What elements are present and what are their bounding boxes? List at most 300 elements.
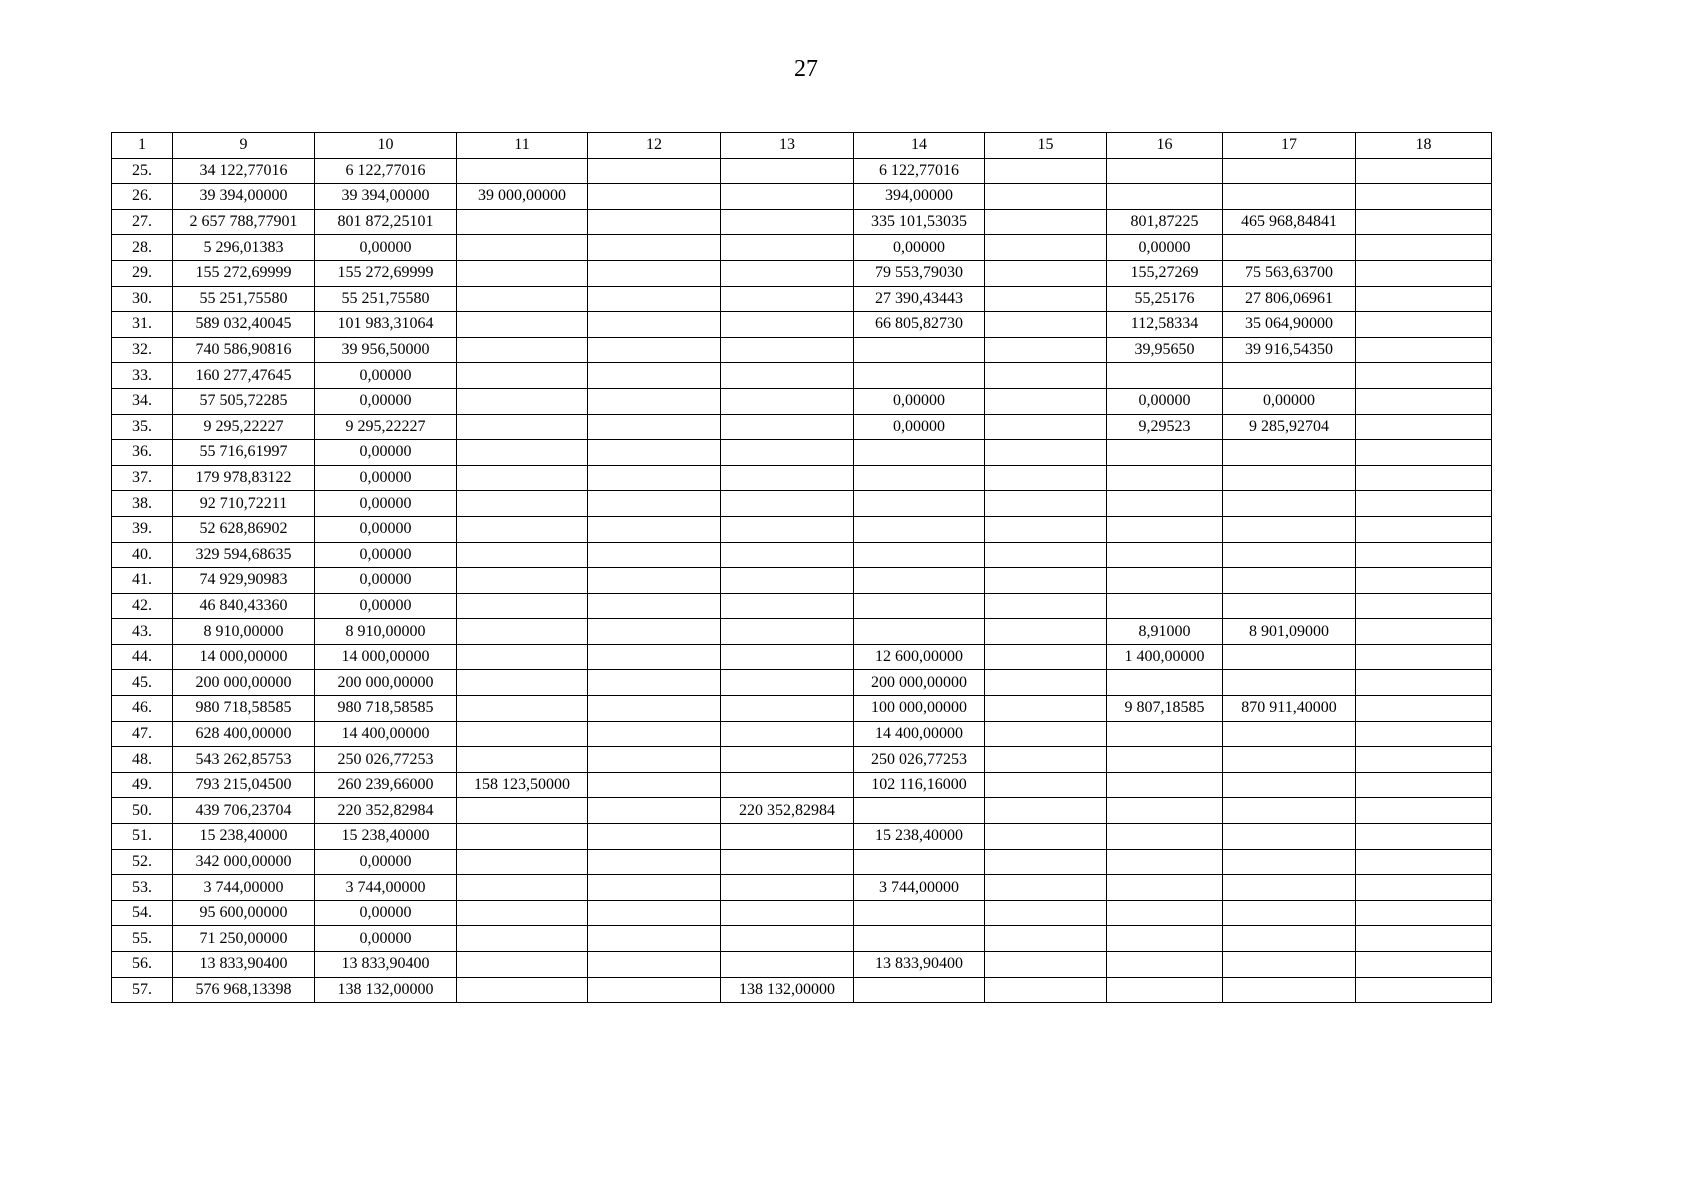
table-cell: 439 706,23704 <box>173 798 315 824</box>
table-cell: 628 400,00000 <box>173 721 315 747</box>
table-cell: 15 238,40000 <box>315 824 457 850</box>
table-cell: 66 805,82730 <box>854 312 985 338</box>
column-header: 17 <box>1223 133 1356 159</box>
table-cell <box>985 721 1107 747</box>
table-cell <box>588 568 721 594</box>
table-cell <box>588 388 721 414</box>
table-row <box>112 824 1492 850</box>
table-cell <box>721 516 854 542</box>
table-cell <box>588 286 721 312</box>
table-cell: 55 251,75580 <box>173 286 315 312</box>
row-number-cell: 33. <box>112 363 173 389</box>
table-cell <box>1223 516 1356 542</box>
table-cell: 329 594,68635 <box>173 542 315 568</box>
table-cell: 0,00000 <box>315 465 457 491</box>
table-cell <box>1107 798 1223 824</box>
table-row <box>112 670 1492 696</box>
row-number-cell: 38. <box>112 491 173 517</box>
table-cell <box>985 875 1107 901</box>
table-cell <box>457 926 588 952</box>
table-cell <box>985 312 1107 338</box>
table-cell: 79 553,79030 <box>854 260 985 286</box>
table-cell <box>457 440 588 466</box>
row-number-cell: 49. <box>112 772 173 798</box>
row-number-cell: 30. <box>112 286 173 312</box>
table-cell <box>985 286 1107 312</box>
table-row <box>112 286 1492 312</box>
table-cell <box>985 798 1107 824</box>
table-cell: 870 911,40000 <box>1223 696 1356 722</box>
row-number-cell: 54. <box>112 900 173 926</box>
table-cell <box>721 568 854 594</box>
table-cell <box>1107 952 1223 978</box>
table-cell <box>985 491 1107 517</box>
row-number-cell: 27. <box>112 209 173 235</box>
table-row <box>112 593 1492 619</box>
row-number-cell: 56. <box>112 952 173 978</box>
table-cell <box>1223 926 1356 952</box>
table-cell <box>985 388 1107 414</box>
table-cell: 200 000,00000 <box>854 670 985 696</box>
table-cell <box>854 363 985 389</box>
table-cell <box>721 644 854 670</box>
table-cell: 15 238,40000 <box>854 824 985 850</box>
table-cell <box>985 260 1107 286</box>
table-cell <box>721 593 854 619</box>
table-cell <box>985 849 1107 875</box>
table-row <box>112 849 1492 875</box>
table-cell: 0,00000 <box>315 491 457 517</box>
table-cell <box>1107 363 1223 389</box>
table-cell: 55,25176 <box>1107 286 1223 312</box>
table-cell <box>1223 747 1356 773</box>
table-cell <box>457 696 588 722</box>
table-cell <box>1223 875 1356 901</box>
table-cell <box>1107 670 1223 696</box>
table-cell <box>1356 824 1492 850</box>
table-cell: 0,00000 <box>315 516 457 542</box>
table-cell: 39 394,00000 <box>315 184 457 210</box>
row-number-cell: 26. <box>112 184 173 210</box>
column-header: 11 <box>457 133 588 159</box>
table-cell: 0,00000 <box>854 235 985 261</box>
table-cell <box>457 465 588 491</box>
table-cell <box>721 900 854 926</box>
table-cell <box>1356 696 1492 722</box>
table-cell: 801,87225 <box>1107 209 1223 235</box>
table-cell <box>854 593 985 619</box>
table-cell <box>1107 977 1223 1003</box>
table-cell <box>457 593 588 619</box>
table-cell <box>985 414 1107 440</box>
table-cell <box>985 440 1107 466</box>
table-cell <box>1356 926 1492 952</box>
column-header: 14 <box>854 133 985 159</box>
table-cell: 27 390,43443 <box>854 286 985 312</box>
row-number-cell: 36. <box>112 440 173 466</box>
table-cell: 15 238,40000 <box>173 824 315 850</box>
table-cell <box>1107 542 1223 568</box>
table-cell <box>721 696 854 722</box>
table-cell <box>588 516 721 542</box>
table-cell: 250 026,77253 <box>315 747 457 773</box>
table-cell <box>854 619 985 645</box>
table-cell: 101 983,31064 <box>315 312 457 338</box>
table-cell <box>721 747 854 773</box>
table-cell <box>985 363 1107 389</box>
row-number-cell: 46. <box>112 696 173 722</box>
table-row <box>112 184 1492 210</box>
table-cell: 0,00000 <box>315 926 457 952</box>
table-cell <box>588 363 721 389</box>
table-row <box>112 798 1492 824</box>
table-cell <box>1356 286 1492 312</box>
table-cell: 3 744,00000 <box>173 875 315 901</box>
table-cell: 13 833,90400 <box>315 952 457 978</box>
table-cell: 75 563,63700 <box>1223 260 1356 286</box>
table-cell: 3 744,00000 <box>315 875 457 901</box>
table-cell: 160 277,47645 <box>173 363 315 389</box>
table-cell <box>1356 952 1492 978</box>
column-header: 12 <box>588 133 721 159</box>
row-number-cell: 48. <box>112 747 173 773</box>
table-cell <box>1356 260 1492 286</box>
table-cell <box>854 465 985 491</box>
table-cell <box>721 363 854 389</box>
table-cell <box>985 900 1107 926</box>
table-cell: 8 910,00000 <box>315 619 457 645</box>
table-row <box>112 414 1492 440</box>
table-cell: 13 833,90400 <box>173 952 315 978</box>
table-cell <box>721 414 854 440</box>
table-cell <box>457 388 588 414</box>
row-number-cell: 52. <box>112 849 173 875</box>
table-cell <box>1223 977 1356 1003</box>
table-cell <box>985 209 1107 235</box>
table-cell <box>1356 747 1492 773</box>
table-row <box>112 209 1492 235</box>
table-cell: 576 968,13398 <box>173 977 315 1003</box>
table-cell: 55 716,61997 <box>173 440 315 466</box>
table-cell <box>721 670 854 696</box>
table-cell <box>588 644 721 670</box>
table-cell <box>1356 644 1492 670</box>
table-cell: 39 956,50000 <box>315 337 457 363</box>
table-cell <box>1107 772 1223 798</box>
table-cell <box>1356 593 1492 619</box>
table-cell <box>854 900 985 926</box>
table-cell <box>721 312 854 338</box>
table-cell <box>854 337 985 363</box>
row-number-cell: 40. <box>112 542 173 568</box>
row-number-cell: 50. <box>112 798 173 824</box>
row-number-cell: 57. <box>112 977 173 1003</box>
table-cell <box>457 798 588 824</box>
table-cell <box>721 235 854 261</box>
table-row <box>112 491 1492 517</box>
table-cell: 260 239,66000 <box>315 772 457 798</box>
table-cell <box>588 952 721 978</box>
table-header-row <box>112 133 1492 159</box>
table-cell <box>1223 798 1356 824</box>
table-cell <box>1223 491 1356 517</box>
table-cell: 0,00000 <box>1223 388 1356 414</box>
table-row <box>112 721 1492 747</box>
table-cell <box>1223 849 1356 875</box>
table-cell: 9 285,92704 <box>1223 414 1356 440</box>
row-number-cell: 34. <box>112 388 173 414</box>
table-cell: 0,00000 <box>1107 235 1223 261</box>
table-cell <box>457 952 588 978</box>
table-cell <box>1223 184 1356 210</box>
table-cell <box>721 440 854 466</box>
table-row <box>112 158 1492 184</box>
table-cell <box>854 849 985 875</box>
table-cell: 9 295,22227 <box>173 414 315 440</box>
table-cell <box>1356 440 1492 466</box>
row-number-cell: 41. <box>112 568 173 594</box>
table-row <box>112 516 1492 542</box>
table-cell <box>721 952 854 978</box>
table-row <box>112 747 1492 773</box>
table-cell: 92 710,72211 <box>173 491 315 517</box>
table-cell: 39 916,54350 <box>1223 337 1356 363</box>
table-cell: 138 132,00000 <box>315 977 457 1003</box>
table-cell <box>457 337 588 363</box>
table-cell <box>1356 721 1492 747</box>
row-number-cell: 45. <box>112 670 173 696</box>
row-number-cell: 51. <box>112 824 173 850</box>
table-cell: 0,00000 <box>315 388 457 414</box>
table-cell <box>588 875 721 901</box>
table-cell <box>1356 337 1492 363</box>
row-number-cell: 53. <box>112 875 173 901</box>
table-cell <box>588 337 721 363</box>
table-row <box>112 542 1492 568</box>
table-cell <box>1107 875 1223 901</box>
table-cell <box>985 593 1107 619</box>
table-cell: 39 000,00000 <box>457 184 588 210</box>
table-cell <box>1356 184 1492 210</box>
table-cell <box>721 772 854 798</box>
table-cell: 52 628,86902 <box>173 516 315 542</box>
table-cell <box>854 491 985 517</box>
table-cell: 0,00000 <box>315 849 457 875</box>
table-cell: 0,00000 <box>315 235 457 261</box>
table-row <box>112 388 1492 414</box>
table-cell: 35 064,90000 <box>1223 312 1356 338</box>
table-cell <box>457 644 588 670</box>
row-number-cell: 32. <box>112 337 173 363</box>
table-cell <box>985 926 1107 952</box>
table-cell <box>1356 491 1492 517</box>
table-cell: 14 400,00000 <box>315 721 457 747</box>
row-number-cell: 39. <box>112 516 173 542</box>
table-cell <box>1356 900 1492 926</box>
table-cell <box>721 184 854 210</box>
table-cell <box>588 696 721 722</box>
table-cell <box>588 670 721 696</box>
table-row <box>112 977 1492 1003</box>
table-row <box>112 952 1492 978</box>
table-cell <box>588 312 721 338</box>
table-cell <box>854 516 985 542</box>
table-cell <box>457 568 588 594</box>
table-cell: 95 600,00000 <box>173 900 315 926</box>
table-cell: 0,00000 <box>1107 388 1223 414</box>
table-cell <box>457 209 588 235</box>
table-cell <box>1356 619 1492 645</box>
table-cell: 55 251,75580 <box>315 286 457 312</box>
table-cell <box>1356 158 1492 184</box>
table-row <box>112 900 1492 926</box>
table-cell: 6 122,77016 <box>315 158 457 184</box>
table-cell: 1 400,00000 <box>1107 644 1223 670</box>
table-cell: 100 000,00000 <box>854 696 985 722</box>
table-cell <box>985 644 1107 670</box>
table-cell <box>1107 465 1223 491</box>
table-row <box>112 465 1492 491</box>
table-cell: 9 295,22227 <box>315 414 457 440</box>
table-cell <box>588 184 721 210</box>
table-cell <box>1223 670 1356 696</box>
table-cell <box>588 465 721 491</box>
table-cell: 34 122,77016 <box>173 158 315 184</box>
table-cell <box>588 440 721 466</box>
table-cell <box>457 619 588 645</box>
table-cell <box>457 516 588 542</box>
table-cell: 71 250,00000 <box>173 926 315 952</box>
column-header: 18 <box>1356 133 1492 159</box>
table-cell <box>985 824 1107 850</box>
table-row <box>112 363 1492 389</box>
table-cell <box>588 747 721 773</box>
table-cell <box>1356 235 1492 261</box>
table-cell: 14 000,00000 <box>173 644 315 670</box>
table-cell <box>588 491 721 517</box>
table-cell: 112,58334 <box>1107 312 1223 338</box>
table-cell <box>588 209 721 235</box>
table-cell <box>1356 516 1492 542</box>
table-row <box>112 696 1492 722</box>
column-header: 16 <box>1107 133 1223 159</box>
table-cell <box>721 337 854 363</box>
table-row <box>112 337 1492 363</box>
table-row <box>112 926 1492 952</box>
table-cell <box>1107 516 1223 542</box>
table-cell: 980 718,58585 <box>173 696 315 722</box>
table-cell <box>854 798 985 824</box>
page-number: 27 <box>794 56 818 82</box>
table-cell: 200 000,00000 <box>173 670 315 696</box>
table-cell <box>457 875 588 901</box>
table-cell <box>1107 568 1223 594</box>
table-cell <box>721 260 854 286</box>
table-cell <box>457 260 588 286</box>
table-cell <box>588 798 721 824</box>
table-cell: 2 657 788,77901 <box>173 209 315 235</box>
table-cell: 155 272,69999 <box>315 260 457 286</box>
table-cell <box>721 286 854 312</box>
table-cell <box>985 670 1107 696</box>
table-cell: 3 744,00000 <box>854 875 985 901</box>
table-cell <box>721 158 854 184</box>
table-cell <box>985 516 1107 542</box>
table-cell <box>985 465 1107 491</box>
table-cell <box>854 926 985 952</box>
table-cell: 12 600,00000 <box>854 644 985 670</box>
row-number-cell: 44. <box>112 644 173 670</box>
table-cell <box>588 824 721 850</box>
table-cell <box>985 977 1107 1003</box>
column-header: 15 <box>985 133 1107 159</box>
table-cell: 220 352,82984 <box>721 798 854 824</box>
table-cell <box>1223 721 1356 747</box>
table-cell: 335 101,53035 <box>854 209 985 235</box>
column-header: 1 <box>112 133 173 159</box>
table-cell <box>457 312 588 338</box>
table-row <box>112 568 1492 594</box>
table-cell <box>1223 542 1356 568</box>
table-cell <box>1223 568 1356 594</box>
table-cell: 0,00000 <box>315 440 457 466</box>
table-cell <box>985 158 1107 184</box>
row-number-cell: 35. <box>112 414 173 440</box>
table-row <box>112 644 1492 670</box>
table-cell: 740 586,90816 <box>173 337 315 363</box>
table-cell <box>1223 363 1356 389</box>
table-cell <box>985 568 1107 594</box>
table-cell: 8,91000 <box>1107 619 1223 645</box>
table-cell <box>457 721 588 747</box>
table-cell: 543 262,85753 <box>173 747 315 773</box>
table-cell: 102 116,16000 <box>854 772 985 798</box>
table-cell <box>1223 440 1356 466</box>
table-cell <box>1107 849 1223 875</box>
row-number-cell: 29. <box>112 260 173 286</box>
column-header: 13 <box>721 133 854 159</box>
table-cell <box>1223 900 1356 926</box>
table-cell <box>588 619 721 645</box>
table-cell <box>985 619 1107 645</box>
table-cell: 13 833,90400 <box>854 952 985 978</box>
table-cell <box>1356 209 1492 235</box>
table-cell <box>1356 312 1492 338</box>
table-cell: 980 718,58585 <box>315 696 457 722</box>
table-cell <box>721 721 854 747</box>
table-cell <box>985 747 1107 773</box>
table-cell <box>457 747 588 773</box>
table-cell <box>985 542 1107 568</box>
table-cell <box>1107 491 1223 517</box>
table-cell: 155,27269 <box>1107 260 1223 286</box>
table-cell: 57 505,72285 <box>173 388 315 414</box>
table-cell: 138 132,00000 <box>721 977 854 1003</box>
table-cell <box>721 491 854 517</box>
column-header: 9 <box>173 133 315 159</box>
table-cell: 39 394,00000 <box>173 184 315 210</box>
table-cell: 6 122,77016 <box>854 158 985 184</box>
table-cell: 46 840,43360 <box>173 593 315 619</box>
table-cell <box>721 619 854 645</box>
column-header: 10 <box>315 133 457 159</box>
table-row <box>112 440 1492 466</box>
table-cell <box>588 721 721 747</box>
table-cell <box>985 235 1107 261</box>
table-cell <box>854 542 985 568</box>
table-cell <box>985 696 1107 722</box>
table-cell <box>985 952 1107 978</box>
